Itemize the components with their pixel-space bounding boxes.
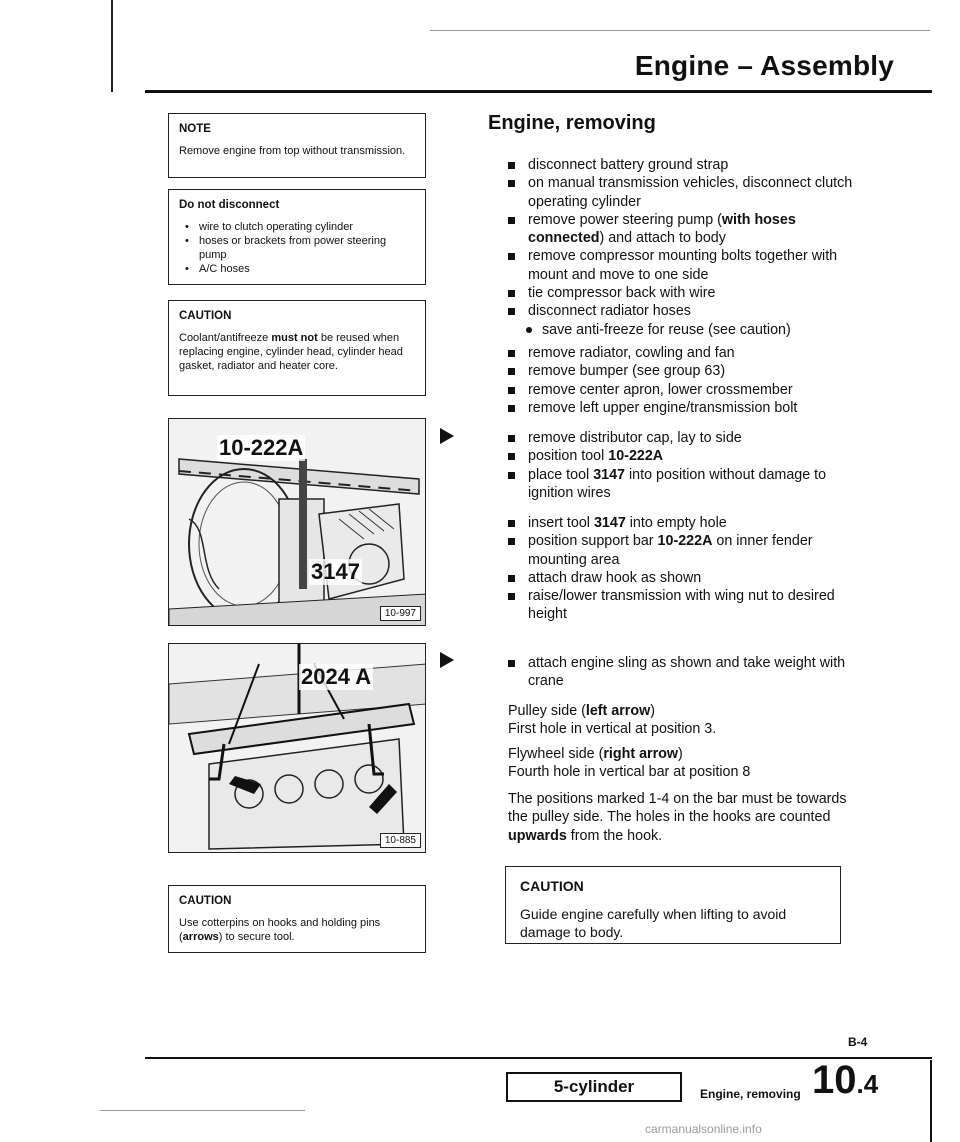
list-item: on manual transmission vehicles, disconnect clutch operating cylinder (508, 174, 868, 211)
figure-support-bar (168, 418, 426, 626)
caution-text-b: ) to secure tool. (218, 931, 295, 944)
step-text-bold: 10-222A (657, 533, 713, 550)
figure-pointer-arrow (440, 652, 454, 668)
do-not-disconnect-title: Do not disconnect (179, 199, 280, 211)
para-text-bold: right arrow (603, 746, 679, 762)
step-text: position support bar (528, 533, 658, 550)
figure-callout-tool: 3147 (311, 559, 360, 584)
positions-paragraph (508, 790, 858, 845)
do-not-disconnect-list (179, 221, 415, 276)
cylinder-badge: 5-cylinder (506, 1072, 682, 1102)
list-item: attach engine sling as shown and take weight with crane (508, 654, 868, 691)
section-title: Engine, removing (488, 112, 656, 134)
step-text: insert tool (528, 515, 594, 531)
footer-section-label: Engine, removing (700, 1087, 801, 1101)
footer-thin-rule (100, 1110, 305, 1111)
right-margin-rule (930, 1060, 932, 1142)
steps-group-1 (508, 156, 868, 339)
caution-box-coolant (168, 300, 426, 396)
list-item: remove left upper engine/transmission bolt (508, 399, 868, 417)
list-item (508, 532, 868, 569)
step-text: into position without damage to ignition wires (528, 466, 827, 501)
step-text: position tool (528, 448, 609, 465)
header-rule (145, 90, 932, 93)
steps-group-3 (508, 429, 868, 502)
step-text: place tool (528, 466, 594, 483)
note-box (168, 113, 426, 178)
pulley-side-paragraph (508, 702, 858, 739)
para-text: Fourth hole in vertical bar at position 8 (508, 764, 751, 781)
section-number-main: 10 (812, 1058, 857, 1102)
caution-text-a: Coolant/antifreeze (179, 332, 272, 345)
list-item (508, 514, 868, 532)
figure-callout-tool: 10-222A (219, 435, 304, 460)
note-text: Remove engine from top without transmission. (179, 145, 406, 158)
flywheel-side-paragraph (508, 745, 858, 782)
caution-box-cotterpins (168, 885, 426, 953)
list-item: remove distributor cap, lay to side (508, 429, 868, 447)
figure-callout-tool: 2024 A (301, 664, 372, 689)
page-code: B-4 (848, 1035, 868, 1049)
list-item (508, 211, 868, 248)
caution-box-guide-engine (505, 866, 841, 944)
list-item: remove center apron, lower crossmember (508, 381, 868, 399)
figure-id: 10-997 (380, 606, 421, 621)
step-text: remove power steering pump ( (528, 211, 722, 228)
figure-id: 10-885 (380, 833, 421, 848)
caution-title: CAUTION (179, 895, 232, 907)
step-text-bold: 3147 (593, 515, 626, 531)
list-item: disconnect radiator hoses (508, 302, 868, 320)
list-item: attach draw hook as shown (508, 569, 868, 587)
para-text: ) (678, 746, 683, 762)
step-text-bold: with hoses connected (528, 211, 796, 247)
steps-group-2 (508, 344, 868, 417)
para-text: The positions marked 1-4 on the bar must be towards the pulley side. The holes in the hooks are counted (508, 791, 847, 826)
caution-title: CAUTION (520, 878, 584, 894)
step-text: into empty hole (625, 515, 727, 531)
para-text: from the hook. (566, 827, 663, 844)
page-title: Engine – Assembly (634, 50, 894, 81)
caution-text-bold: must not (271, 332, 318, 345)
para-text: First hole in vertical at position 3. (508, 721, 717, 738)
list-item: remove bumper (see group 63) (508, 362, 868, 380)
list-item (508, 466, 868, 503)
top-thin-rule (430, 30, 930, 31)
caution-text (179, 917, 415, 945)
list-item: save anti-freeze for reuse (see caution) (508, 321, 868, 339)
list-item: remove compressor mounting bolts together with mount and move to one side (508, 247, 868, 284)
figure-pointer-arrow (440, 428, 454, 444)
para-text: Pulley side ( (508, 703, 586, 719)
list-item: remove radiator, cowling and fan (508, 344, 868, 362)
list-item (508, 447, 868, 465)
caution-text-bold: arrows (182, 931, 219, 944)
step-text: ) and attach to body (599, 230, 726, 247)
figure-engine-sling (168, 643, 426, 853)
step-text-bold: 3147 (593, 466, 625, 483)
step-text-bold: 10-222A (608, 448, 664, 465)
list-item: disconnect battery ground strap (508, 156, 868, 174)
steps-group-4 (508, 514, 868, 624)
list-item: raise/lower transmission with wing nut to desired height (508, 587, 868, 624)
caution-text (179, 332, 415, 373)
caution-text-b: be reused when replacing engine, cylinder head, cylinder head gasket, radiator and heater core. (179, 332, 403, 372)
list-item: • hoses or brackets from power steering pump (193, 235, 415, 263)
list-item: • wire to clutch operating cylinder (193, 221, 415, 235)
caution-title: CAUTION (179, 310, 232, 322)
list-item: • A/C hoses (193, 263, 415, 277)
watermark-text: carmanualsonline.info (645, 1122, 762, 1136)
section-number (812, 1060, 878, 1100)
do-not-disconnect-box (168, 189, 426, 285)
step-text: on inner fender mounting area (528, 533, 813, 568)
para-text: ) (650, 703, 655, 719)
list-item: tie compressor back with wire (508, 284, 868, 302)
steps-group-5 (508, 654, 868, 691)
note-title: NOTE (179, 123, 211, 135)
caution-text-a: Use cotterpins on hooks and holding pins ( (179, 917, 381, 944)
left-margin-rule (111, 0, 113, 92)
section-number-sub: .4 (856, 1069, 879, 1099)
para-text: Flywheel side ( (508, 746, 604, 762)
para-text-bold: upwards (508, 827, 567, 844)
engine-sling-illustration (169, 644, 426, 853)
caution-text: Guide engine carefully when lifting to avoid damage to body. (520, 906, 787, 941)
para-text-bold: left arrow (585, 703, 651, 719)
